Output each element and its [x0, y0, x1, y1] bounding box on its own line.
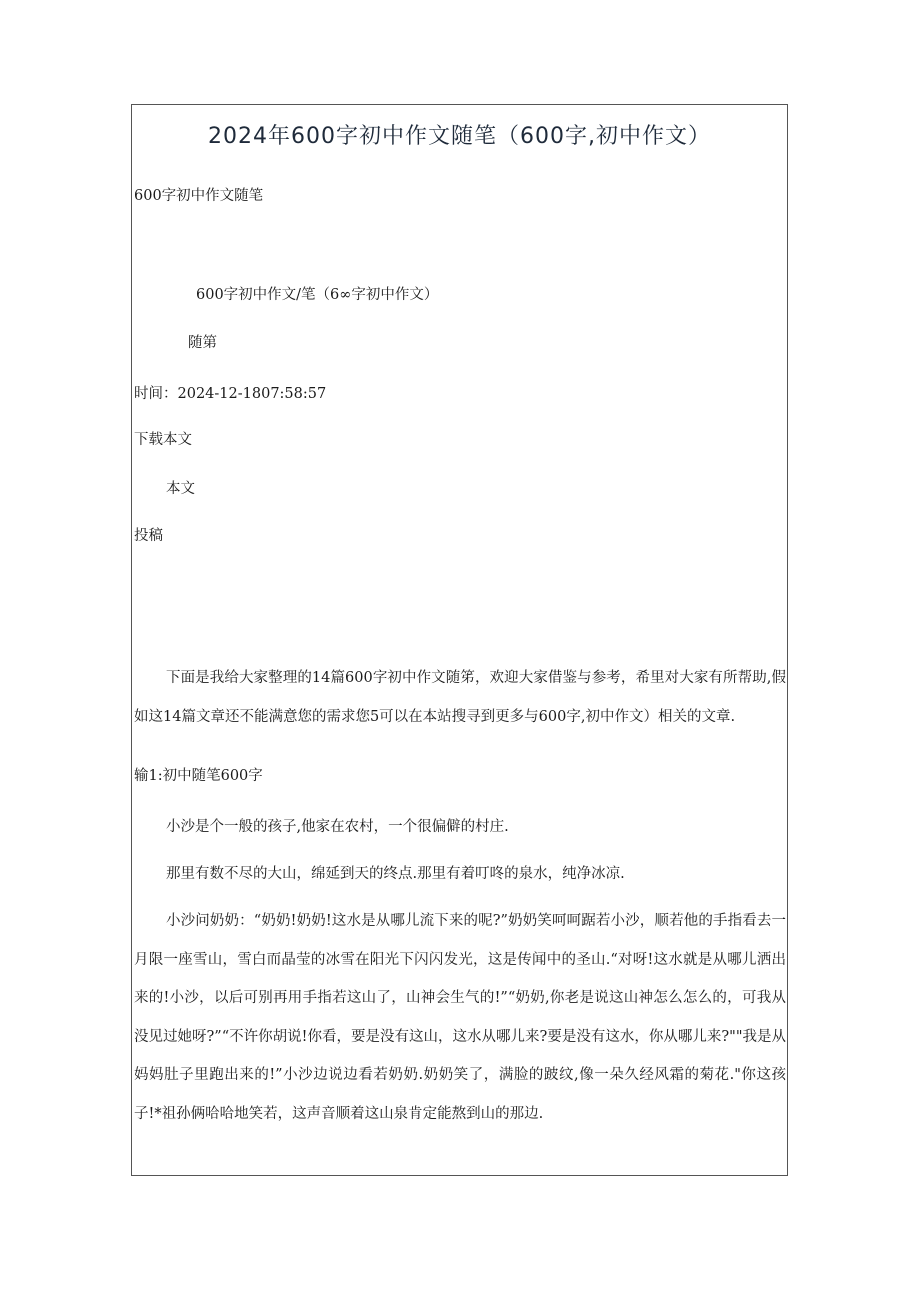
- category-label[interactable]: 随第: [188, 335, 217, 351]
- intro-paragraph: 下面是我给大家整理的14篇600字初中作文随笫，欢迎大家借鉴与参考，希里对大家有所帮助,假如这14篇文章还不能满意您的需求您5可以在本站搜寻到更多与600字,初中作文）相关的文章.: [134, 670, 786, 725]
- document-subtitle: 600字初中作文随笔: [134, 188, 264, 204]
- breadcrumb[interactable]: 600字初中作文/笔（6∞字初中作文）: [196, 287, 439, 303]
- body-paragraph-3: 小沙问奶奶：“奶奶!奶奶!这水是从哪儿流下来的呢?”奶奶笑呵呵踞若小沙，顺若他的手指看去一月限一座雪山，雪白而晶莹的冰雪在阳光下闪闪发光，这是传闻中的圣山.“对呀!这水就是从哪儿洒出来的!小沙，以后可别再用手指若这山了，山神会生气的!”“奶奶,你老是说这山神怎么怎么的，可我从没见过她呀?”“不许你胡说!你看，要是没有这山，这水从哪儿来?要是没有这水，你从哪儿来?""我是从妈妈肚子里跑出来的!”小沙边说边看若奶奶.奶奶笑了，满脸的跛纹,像一朵久经风霜的菊花."你这孩子!*祖孙俩哈哈地笑若，这声音顺着这山泉肯定能熬到山的那边.: [134, 913, 786, 1122]
- submit-link[interactable]: 投稿: [134, 528, 163, 544]
- timestamp: 时间：2024-12-1807:58:57: [134, 386, 327, 402]
- body-paragraph-2: 那里有数不尽的大山，绵延到天的终点.那里有着叮咚的泉水，纯净冰凉.: [166, 866, 625, 882]
- download-link[interactable]: 下载本文: [134, 432, 192, 448]
- document-title: 2024年600字初中作文随笔（600字,初中作文）: [208, 124, 711, 149]
- body-paragraph-1: 小沙是个一般的孩子,他家在农村，一个很偏僻的村庄.: [166, 819, 509, 835]
- download-suffix: 本文: [166, 481, 195, 497]
- section-heading: 输1:初中随笔600字: [134, 768, 263, 784]
- document-frame: [131, 104, 788, 1176]
